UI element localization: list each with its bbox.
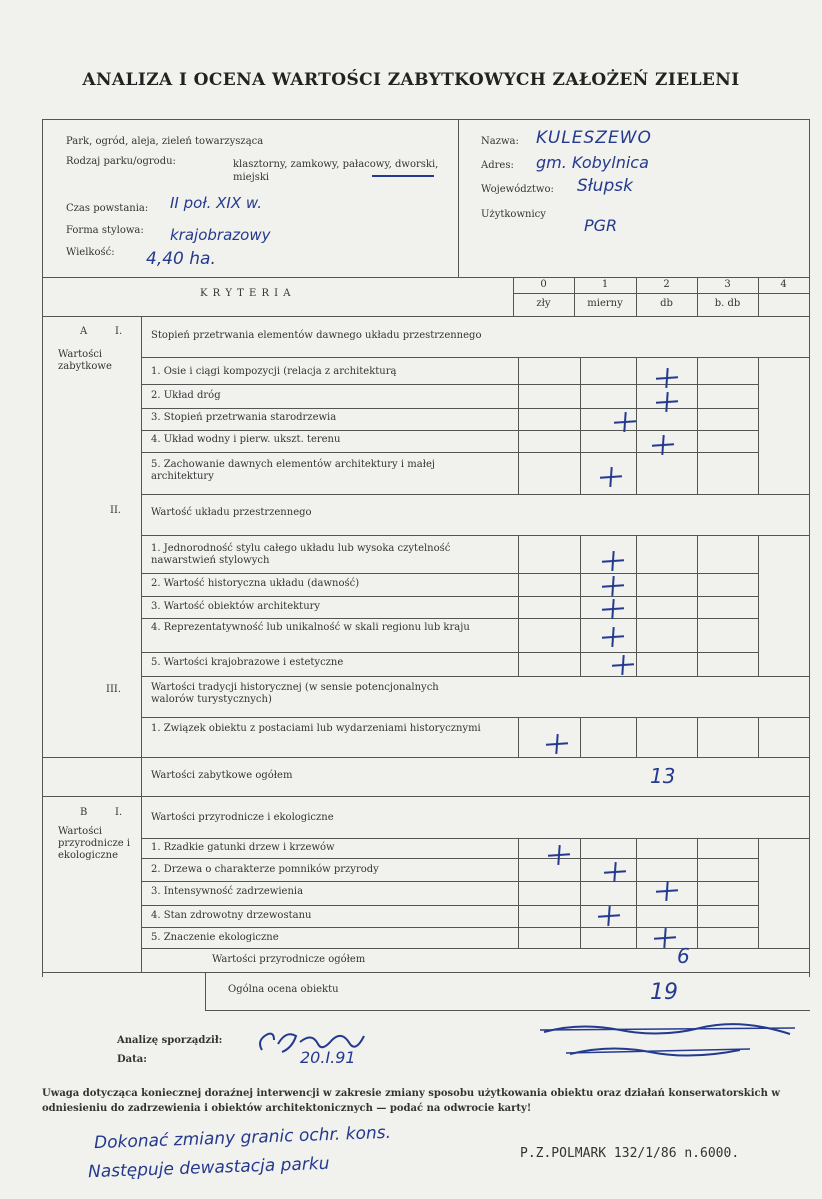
voivodeship-value: Słupsk: [577, 176, 633, 196]
grade-0: zły: [536, 298, 551, 309]
score-mark: [656, 392, 678, 412]
score-1: 1: [601, 279, 609, 290]
section-a3-roman: III.: [106, 684, 122, 695]
b-total-label: Wartości przyrodnicze ogółem: [212, 954, 366, 965]
score-0: 0: [540, 279, 547, 290]
section-a-title: Wartości zabytkowe: [58, 349, 112, 372]
handwritten-note-2: Następuje dewastacja parku: [87, 1153, 330, 1183]
b1-title: Wartości przyrodnicze i ekologiczne: [151, 812, 334, 823]
style-value: krajobrazowy: [170, 226, 271, 244]
voivodeship-label: Województwo:: [481, 184, 554, 195]
b-total-value: 6: [677, 944, 690, 968]
score-mark: [548, 845, 570, 865]
score-mark: [656, 368, 678, 388]
score-mark: [614, 412, 636, 432]
a2-item-5: 5. Wartości krajobrazowe i estetyczne: [151, 657, 344, 668]
score-mark: [654, 928, 676, 948]
score-3: 3: [724, 279, 731, 290]
kind-options-2: miejski: [233, 172, 270, 183]
users-value: PGR: [584, 216, 618, 235]
section-a2-roman: II.: [110, 505, 122, 516]
score-mark: [602, 576, 624, 596]
b1-item-4: 4. Stan zdrowotny drzewostanu: [151, 910, 312, 921]
size-value: 4,40 ha.: [146, 249, 216, 269]
b1-item-3: 3. Intensywność zadrzewienia: [151, 886, 304, 897]
score-mark: [602, 627, 624, 647]
a1-item-4: 4. Układ wodny i pierw. ukszt. terenu: [151, 434, 341, 445]
a2-item-4: 4. Reprezentatywność lub unikalność w skali regionu lub kraju: [151, 622, 470, 633]
section-a-roman: I.: [115, 326, 123, 337]
underline-mark: [372, 175, 434, 177]
created-value: II poł. XIX w.: [170, 194, 262, 212]
name-label: Nazwa:: [481, 136, 519, 147]
kind-options: klasztorny, zamkowy, pałacowy, dworski,: [233, 159, 439, 170]
score-2: 2: [663, 279, 670, 290]
b1-item-2: 2. Drzewa o charakterze pomników przyrody: [151, 864, 379, 875]
section-a-label: A: [80, 326, 88, 337]
a1-item-2: 2. Układ dróg: [151, 390, 221, 401]
section-b-label: B: [80, 807, 88, 818]
users-label: Użytkownicy: [481, 209, 546, 220]
score-mark: [602, 599, 624, 619]
style-label: Forma stylowa:: [66, 225, 144, 236]
a3-title: Wartości tradycji historycznej (w sensie potencjonalnych walorów turystycznych): [151, 682, 439, 705]
a-total-value: 13: [650, 764, 676, 788]
score-mark: [600, 467, 622, 487]
score-mark: [604, 862, 626, 882]
handwritten-note-1: Dokonać zmiany granic ochr. kons.: [93, 1122, 392, 1154]
crossed-out-note: [540, 1016, 800, 1066]
type-line: Park, ogród, aleja, zieleń towarzysząca: [66, 136, 264, 147]
warning-text: Uwaga dotycząca koniecznej doraźnej interwencji w zakresie zmiany sposobu użytkowania obiektu oraz działań konserwatorskich w odniesieniu do zadrzewienia i obiektów architektonicznych — podać na odwrocie karty!: [42, 1088, 780, 1114]
b1-item-1: 1. Rzadkie gatunki drzew i krzewów: [151, 842, 335, 853]
score-4: 4: [780, 279, 787, 290]
score-mark: [602, 551, 624, 571]
a1-item-3: 3. Stopień przetrwania starodrzewia: [151, 412, 337, 423]
size-label: Wielkość:: [66, 247, 115, 258]
address-value: gm. Kobylnica: [536, 153, 649, 172]
score-mark: [656, 881, 678, 901]
author-label: Analizę sporządził:: [117, 1035, 223, 1046]
grade-3: b. db: [714, 298, 741, 309]
a3-item-1: 1. Związek obiektu z postaciami lub wydarzeniami historycznymi: [151, 723, 481, 734]
date-label: Data:: [117, 1054, 147, 1065]
grade-1: mierny: [587, 298, 623, 309]
form-title: ANALIZA I OCENA WARTOŚCI ZABYTKOWYCH ZAŁOŻEŃ ZIELENI: [82, 70, 740, 90]
score-mark: [598, 906, 620, 926]
a2-title: Wartość układu przestrzennego: [151, 507, 312, 518]
a2-item-2: 2. Wartość historyczna układu (dawność): [151, 578, 360, 589]
overall-label: Ogólna ocena obiektu: [228, 984, 339, 995]
score-mark: [546, 734, 568, 754]
date-value: 20.I.91: [300, 1048, 356, 1067]
overall-value: 19: [650, 980, 678, 1005]
a1-title: Stopień przetrwania elementów dawnego układu przestrzennego: [151, 330, 482, 341]
score-mark: [612, 655, 634, 675]
criteria-label: K R Y T E R I A: [200, 288, 292, 299]
section-b-roman: I.: [115, 807, 123, 818]
created-label: Czas powstania:: [66, 203, 149, 214]
kind-label: Rodzaj parku/ogrodu:: [66, 156, 176, 167]
a1-item-5: 5. Zachowanie dawnych elementów architektury i małej architektury: [151, 459, 435, 482]
a1-item-1: 1. Osie i ciągi kompozycji (relacja z architekturą: [151, 366, 397, 377]
a2-item-1: 1. Jednorodność stylu całego układu lub wysoka czytelność nawarstwień stylowych: [151, 543, 451, 566]
printer-stamp: P.Z.POLMARK 132/1/86 n.6000.: [520, 1146, 740, 1161]
name-value: KULESZEWO: [536, 128, 652, 148]
b1-item-5: 5. Znaczenie ekologiczne: [151, 932, 279, 943]
grade-2: db: [660, 298, 673, 309]
score-mark: [652, 435, 674, 455]
a-total-label: Wartości zabytkowe ogółem: [151, 770, 293, 781]
address-label: Adres:: [481, 160, 514, 171]
a2-item-3: 3. Wartość obiektów architektury: [151, 601, 321, 612]
section-b-title: Wartości przyrodnicze i ekologiczne: [58, 826, 131, 861]
